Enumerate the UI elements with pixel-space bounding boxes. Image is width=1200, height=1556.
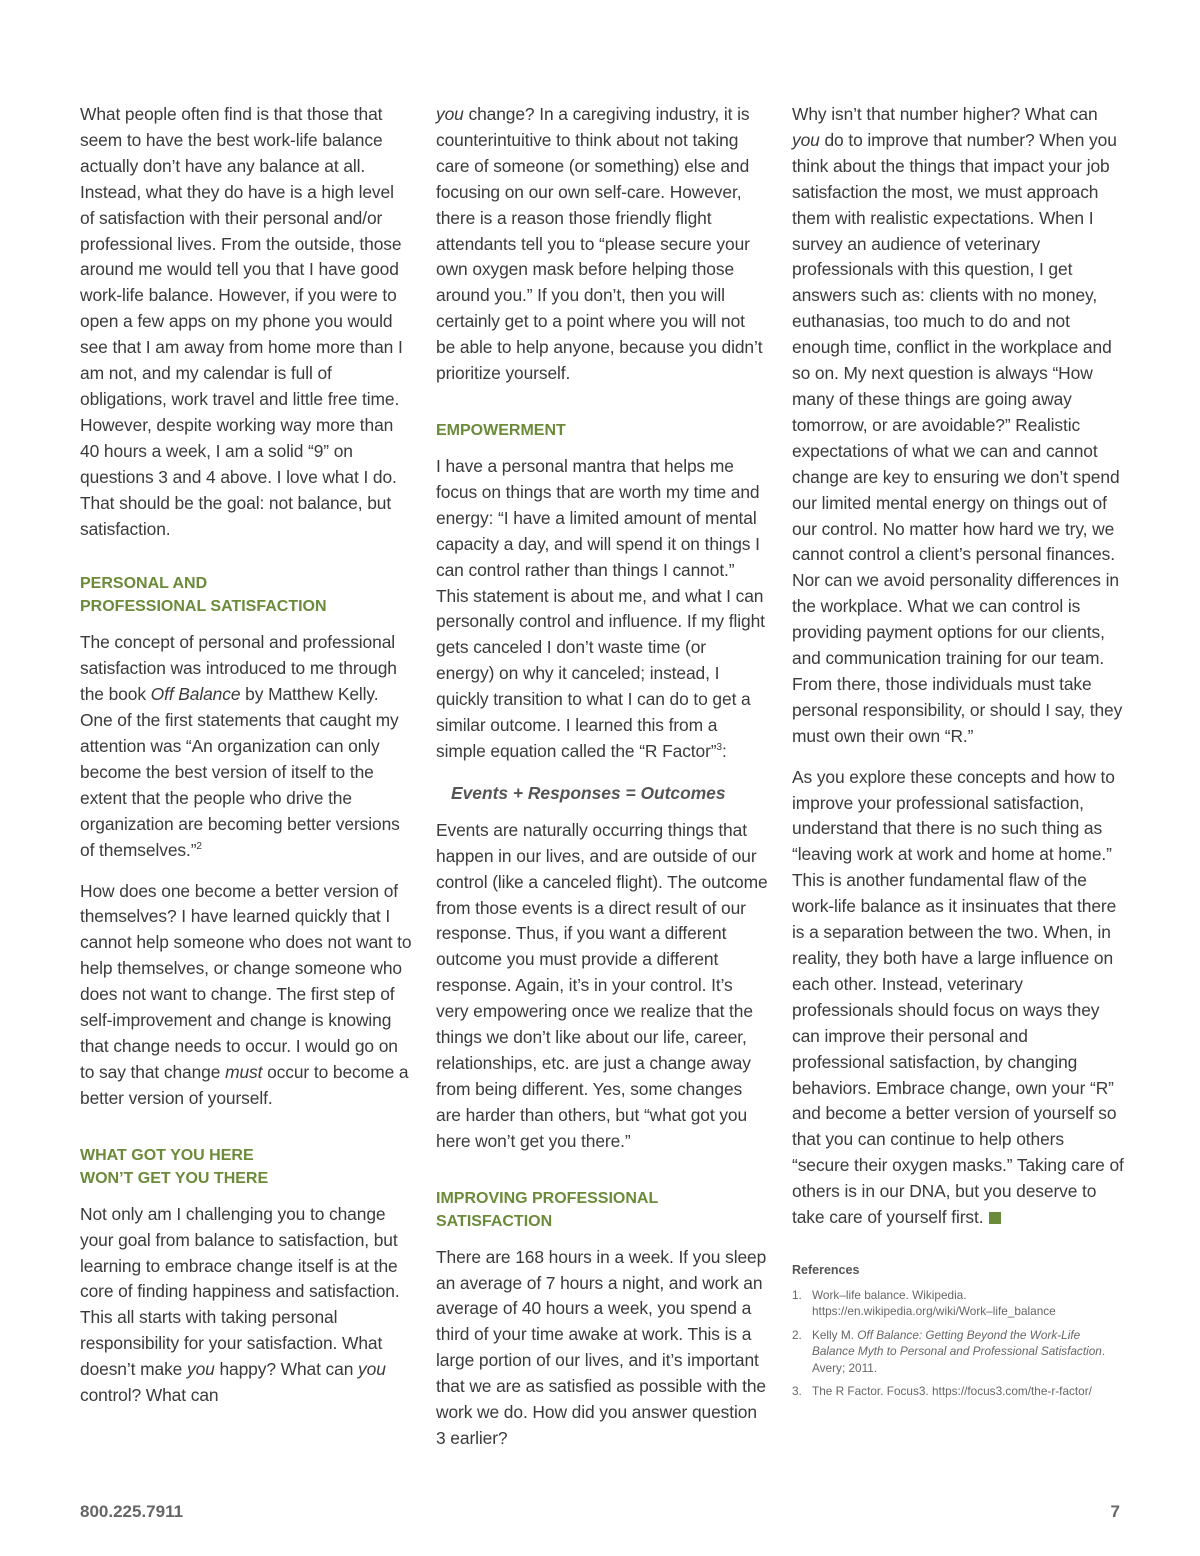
- reference-item: 3. The R Factor. Focus3. https://focus3.com/the-r-factor/: [792, 1384, 1092, 1399]
- body-paragraph: As you explore these concepts and how to improve your professional satisfaction, understand that there is no such thing as “leaving work at work and home at home.” This is another fundamental flaw of the work-life balance as it insinuates that there is a separation between the two. When, in reality, they both have a large influence on each other. Instead, veterinary professionals should focus on ways they can improve their personal and professional satisfaction, by changing behaviors. Embrace change, own your “R” and become a better version of yourself so that you can continue to help others “secure their oxygen masks.” Taking care of others is in our DNA, but you deserve to take care of yourself first.: [792, 766, 1124, 1228]
- column-1: [80, 102, 412, 1424]
- body-paragraph: you change? In a caregiving industry, it is counterintuitive to think about not taking care of someone (or something) else and focusing on our own self-care. However, there is a reason those friendly flight attendants tell you to “please secure your own oxygen mask before helping those around you.” If you don’t, then you will certainly get to a point where you will not be able to help anyone, because you didn’t prioritize yourself.: [436, 104, 763, 384]
- body-paragraph: What people often find is that those that seem to have the best work-life balance actually don’t have any balance at all. Instead, what they do have is a high level of satisfaction with their personal and/or professional lives. From the outside, those around me would tell you that I have good work-life balance. However, if you were to open a few apps on my phone you would see that I am away from home more than I am not, and my calendar is full of obligations, work travel and little free time. However, despite working way more than 40 hours a week, I am a solid “9” on questions 3 and 4 above. I love what I do. That should be the goal: not balance, but satisfaction.: [80, 104, 403, 539]
- footnote-ref: 2: [196, 840, 202, 852]
- reference-item: 2. Kelly M. Off Balance: Getting Beyond the Work-Life Balance Myth to Personal and Professional Satisfaction. Avery; 2011.: [792, 1327, 1106, 1375]
- book-title: Off Balance: [150, 684, 241, 705]
- page-number: 7: [1110, 1502, 1120, 1521]
- body-paragraph: Events are naturally occurring things that happen in our lives, and are outside of our control (like a canceled flight). The outcome from those events is a direct result of our response. Thus, if you want a different outcome you must provide a different response. Again, it’s in your control. It’s very empowering once we realize that the things we don’t like about our life, career, relationships, etc. are just a change away from being different. Yes, some changes are harder than others, but “what got you here won’t get you there.”: [436, 819, 768, 1151]
- section-heading-what-got-you-here: WHAT GOT YOU HERE WON’T GET YOU THERE: [80, 1146, 269, 1187]
- footnote-ref: 3: [716, 742, 722, 754]
- references: [792, 1263, 1124, 1400]
- body-paragraph: Why isn’t that number higher? What can you do to improve that number? When you think about the things that impact your job satisfaction the most, we must approach them with realistic expectations. When I survey an audience of veterinary professionals with this question, I get answers such as: clients with no money, euthanasias, too much to do and not enough time, conflict in the workplace and so on. My next question is always “How many of these things are going away tomorrow, or are avoidable?” Realistic expectations of what we can and cannot change are key to ensuring we don’t spend our limited mental energy on things out of our control. No matter how hard we try, we cannot control a client’s personal finances. Nor can we avoid personality differences in the workplace. What we can control is providing payment options for our clients, and communication training for our team. From there, those individuals must take personal responsibility, or should I say, they must own their own “R.”: [792, 104, 1123, 746]
- body-paragraph: How does one become a better version of themselves? I have learned quickly that I cannot help someone who does not want to help themselves, or change someone who does not want to change. The first step of self-improvement and change is knowing that change needs to occur. I would go on to say that change must occur to become a better version of yourself.: [80, 880, 412, 1108]
- footer-phone-number: 800.225.7911: [80, 1502, 184, 1521]
- body-paragraph: The concept of personal and professional satisfaction was introduced to me through the book Off Balance by Matthew Kelly. One of the first statements that caught my attention was “An organization can only become the best version of itself to the extent that the people who drive the organization are becoming better versions of themselves.”$^2$: [80, 632, 400, 860]
- column-2: [436, 102, 768, 1467]
- end-of-article-square-icon: [989, 1212, 1001, 1224]
- body-paragraph: Not only am I challenging you to change your goal from balance to satisfaction, but learning to embrace change itself is at the core of finding happiness and satisfaction. This all starts with taking personal responsibility for your satisfaction. What doesn’t make you happy? What can you control? What can: [80, 1203, 400, 1406]
- body-paragraph: There are 168 hours in a week. If you sleep an average of 7 hours a night, and work an average of 40 hours a week, you spend a third of your time awake at work. This is a large portion of our lives, and it’s important that we are as satisfied as possible with the work we do. How did you answer question 3 earlier?: [436, 1246, 767, 1448]
- r-factor-equation: Events + Responses = Outcomes: [451, 782, 726, 803]
- column-3: [792, 102, 1124, 1407]
- body-paragraph: I have a personal mantra that helps me focus on things that are worth my time and energy: “I have a limited amount of mental capacity a day, and will spend it on things I can control rather than things I cannot.” This statement is about me, and what I can personally control and influence. If my flight gets canceled I don’t waste time (or energy) on why it canceled; instead, I quickly transition to what I can do to get a similar outcome. I learned this from a simple equation called the “R Factor”$^3$:: [436, 455, 765, 761]
- section-heading-personal-professional-satisfaction: PERSONAL AND PROFESSIONAL SATISFACTION: [80, 575, 327, 616]
- section-heading-improving-professional-satisfaction: IMPROVING PROFESSIONAL SATISFACTION: [436, 1189, 658, 1230]
- references-title: References: [792, 1262, 860, 1277]
- reference-item: 1. Work–life balance. Wikipedia. https://en.wikipedia.org/wiki/Work–life_balance: [792, 1287, 1056, 1319]
- section-heading-empowerment: EMPOWERMENT: [436, 421, 566, 439]
